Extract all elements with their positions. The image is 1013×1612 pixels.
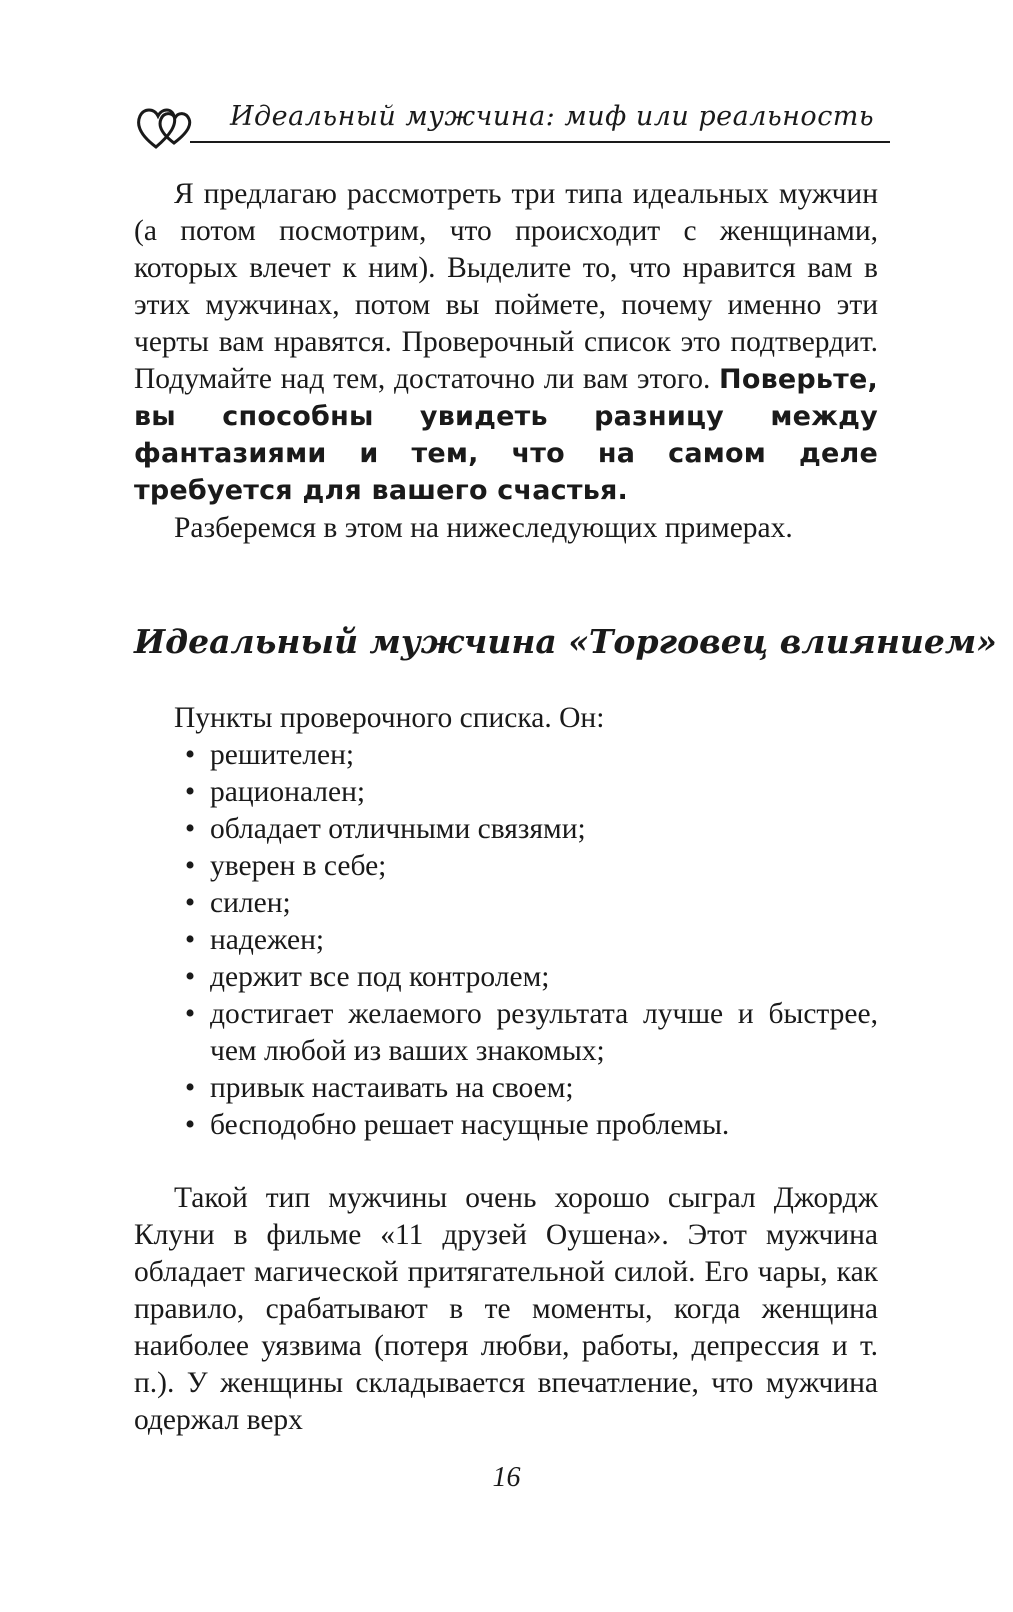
page-number: 16 <box>492 1462 521 1493</box>
list-item <box>134 848 878 885</box>
bullet-icon: • <box>184 887 196 919</box>
intro-text: Я предлагаю рассмотреть три типа идеальных мужчин (а потом посмотрим, что происходит с женщинами, которых влечет к ним). Выделите то, что нравится вам в этих мужчинах, потом вы поймете, почему именно эти черты вам нравятся. Проверочный список это подтвердит. Подумайте над тем, достаточно ли вам этого. <box>134 178 878 395</box>
bullet-icon: • <box>184 961 196 993</box>
list-item-text: бесподобно решает насущные проблемы. <box>210 1109 730 1141</box>
bullet-icon: • <box>184 739 196 771</box>
list-item <box>134 959 878 996</box>
list-item <box>134 774 878 811</box>
running-head <box>130 95 890 155</box>
list-item <box>134 922 878 959</box>
list-item-text: рационален; <box>210 776 366 808</box>
list-item <box>134 737 878 774</box>
transition-paragraph: Разберемся в этом на нижеследующих примерах. <box>174 512 793 544</box>
checklist-intro: Пункты проверочного списка. Он: <box>174 702 605 734</box>
checklist <box>134 737 878 1144</box>
list-item-text: держит все под контролем; <box>210 961 550 993</box>
bullet-icon: • <box>184 924 196 956</box>
list-item <box>134 885 878 922</box>
list-item-text: надежен; <box>210 924 325 956</box>
intertwined-hearts-icon <box>134 103 198 151</box>
list-item-text: достигает желаемого результата лучше и быстрее, чем любой из ваших знакомых; <box>210 998 878 1067</box>
list-item-text: уверен в себе; <box>210 850 387 882</box>
list-item <box>134 996 878 1070</box>
list-item <box>134 1070 878 1107</box>
bullet-icon: • <box>184 998 196 1030</box>
running-head-rule <box>190 141 890 143</box>
bullet-icon: • <box>184 776 196 808</box>
running-head-title: Идеальный мужчина: миф или реальность <box>230 101 875 132</box>
bullet-icon: • <box>184 1109 196 1141</box>
section-title: Идеальный мужчина «Торговец влиянием» <box>134 622 997 661</box>
list-item-text: обладает отличными связями; <box>210 813 586 845</box>
bullet-icon: • <box>184 813 196 845</box>
list-item-text: силен; <box>210 887 291 919</box>
list-item-text: решителен; <box>210 739 355 771</box>
bullet-icon: • <box>184 850 196 882</box>
intro-bold-text: Поверьте, вы способны увидеть разницу между фантазиями и тем, что на самом деле требуется для вашего счастья. <box>134 364 878 506</box>
list-item <box>134 1107 878 1144</box>
bullet-icon: • <box>184 1072 196 1104</box>
list-item-text: привык настаивать на своем; <box>210 1072 574 1104</box>
closing-paragraph: Такой тип мужчины очень хорошо сыграл Джордж Клуни в фильме «11 друзей Оушена». Этот мужчина обладает магической притягательной силой. Его чары, как правило, срабатывают в те моменты, когда женщина наиболее уязвима (потеря любви, работы, депрессия и т. п.). У женщины складывается впечатление, что мужчина одержал верх <box>134 1182 878 1436</box>
list-item <box>134 811 878 848</box>
intro-paragraph <box>134 176 878 509</box>
